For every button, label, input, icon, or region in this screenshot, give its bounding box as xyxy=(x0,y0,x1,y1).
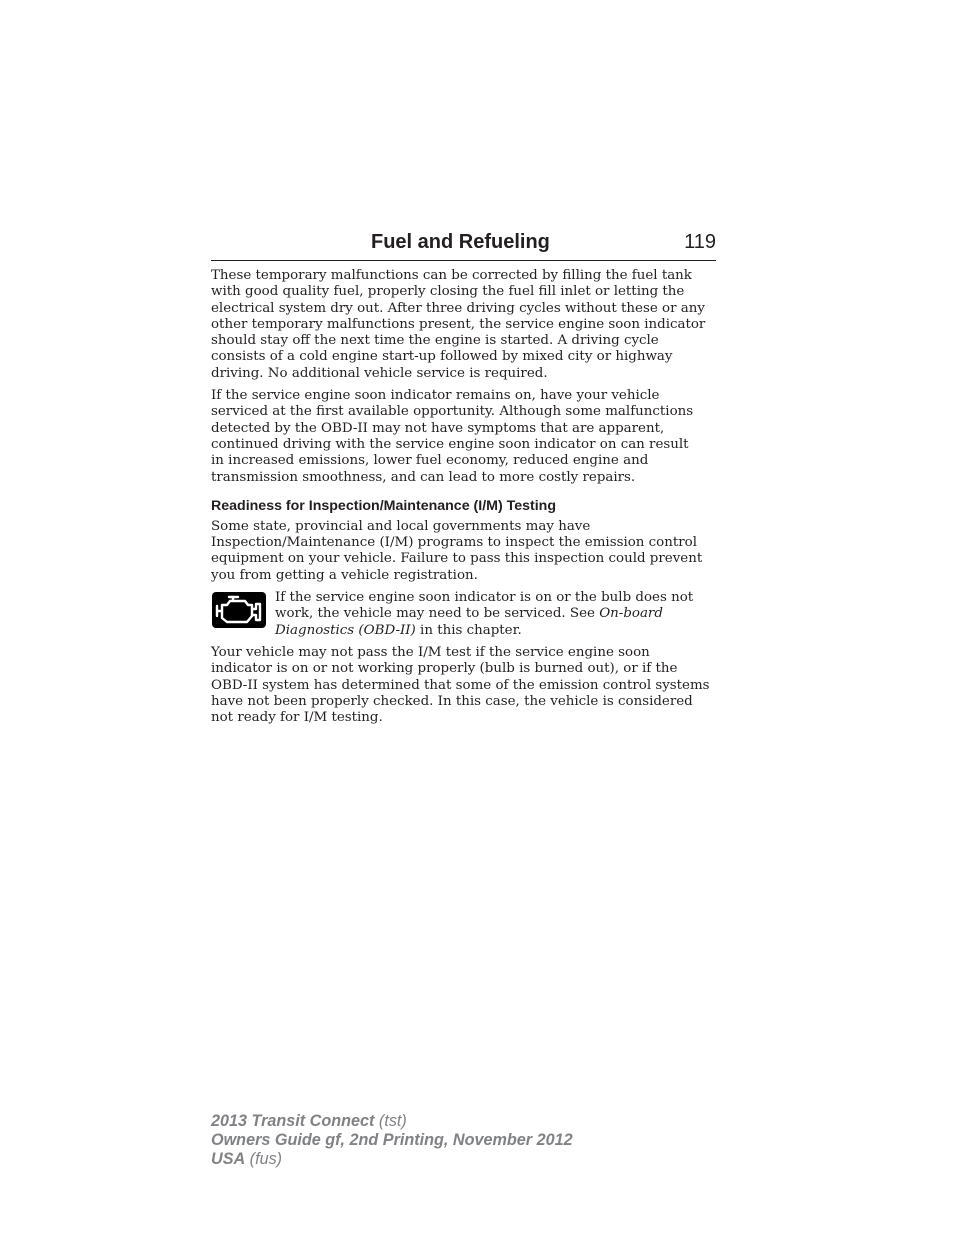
page-header xyxy=(211,228,716,261)
text-line: Your vehicle may not pass the I/M test if the service engine soon xyxy=(211,645,650,661)
text-line xyxy=(275,623,721,639)
text-line: If the service engine soon indicator is on or the bulb does not xyxy=(275,590,694,606)
text-line: transmission smoothness, and can lead to more costly repairs. xyxy=(211,469,636,485)
text-line: with good quality fuel, properly closing the fuel fill inlet or letting the xyxy=(211,284,685,300)
indicator-note xyxy=(211,590,721,639)
obd-reference-link[interactable]: Diagnostics (OBD-II) xyxy=(275,622,416,638)
text-span: work, the vehicle may need to be serviced. See xyxy=(275,606,600,622)
footer-printing-line xyxy=(211,1131,573,1150)
paragraph-im-programs xyxy=(211,519,721,584)
text-line xyxy=(275,606,721,622)
text-line: in increased emissions, lower fuel economy, reduced engine and xyxy=(211,453,649,469)
text-line: equipment on your vehicle. Failure to pass this inspection could prevent xyxy=(211,551,703,567)
text-line: Inspection/Maintenance (I/M) programs to inspect the emission control xyxy=(211,535,697,551)
paragraph-im-test-failure xyxy=(211,645,721,726)
page-number: 119 xyxy=(684,231,716,253)
text-line: These temporary malfunctions can be corrected by filling the fuel tank xyxy=(211,268,692,283)
text-line: driving. No additional vehicle service is required. xyxy=(211,365,548,381)
check-engine-icon xyxy=(212,592,266,628)
text-line: continued driving with the service engine soon indicator on can result xyxy=(211,436,689,452)
text-line: not ready for I/M testing. xyxy=(211,710,383,726)
subheading-im-testing: Readiness for Inspection/Maintenance (I/M) Testing xyxy=(211,497,557,514)
text-line: OBD-II system has determined that some of the emission control systems xyxy=(211,677,710,693)
text-line: electrical system dry out. After three driving cycles without these or any xyxy=(211,300,705,316)
text-line: detected by the OBD-II may not have symptoms that are apparent, xyxy=(211,420,665,436)
obd-reference-link[interactable]: On-board xyxy=(599,606,663,622)
text-line: you from getting a vehicle registration. xyxy=(211,567,478,583)
footer-model: 2013 Transit Connect xyxy=(211,1112,375,1130)
text-line: have not been properly checked. In this case, the vehicle is considered xyxy=(211,693,693,709)
indicator-note-text xyxy=(275,590,721,639)
page-footer xyxy=(211,1112,573,1169)
footer-market-line xyxy=(211,1150,573,1169)
section-title: Fuel and Refueling xyxy=(371,231,550,253)
page-content xyxy=(211,268,721,733)
text-line: other temporary malfunctions present, the service engine soon indicator xyxy=(211,316,706,332)
footer-printing: Owners Guide gf, 2nd Printing, November 2012 xyxy=(211,1131,573,1149)
paragraph-indicator-remains-on xyxy=(211,388,721,486)
text-line: If the service engine soon indicator remains on, have your vehicle xyxy=(211,388,660,404)
text-span: in this chapter. xyxy=(415,622,522,638)
footer-market-code: (fus) xyxy=(245,1150,283,1168)
paragraph-temporary-malfunctions xyxy=(211,268,721,382)
text-line: Some state, provincial and local governments may have xyxy=(211,518,591,534)
text-line: should stay off the next time the engine is started. A driving cycle xyxy=(211,333,659,349)
footer-market: USA xyxy=(211,1150,246,1168)
text-line: consists of a cold engine start-up followed by mixed city or highway xyxy=(211,349,673,365)
footer-model-line xyxy=(211,1112,573,1131)
text-line: serviced at the first available opportunity. Although some malfunctions xyxy=(211,404,694,420)
footer-model-code: (tst) xyxy=(374,1112,407,1130)
text-line: indicator is on or not working properly (bulb is burned out), or if the xyxy=(211,661,678,677)
